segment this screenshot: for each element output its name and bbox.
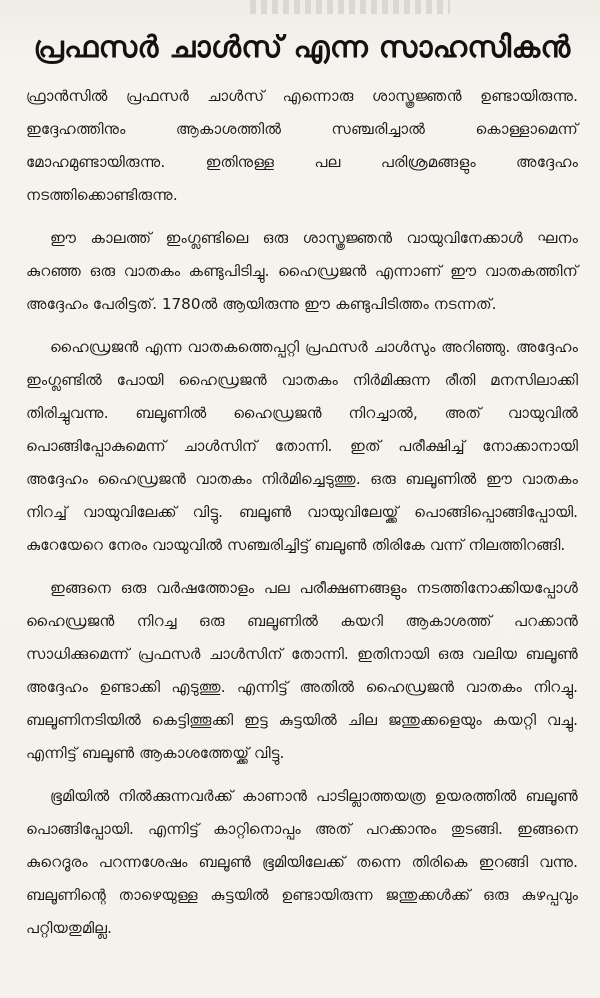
bleed-through-text	[250, 0, 450, 14]
page-title: പ്രഫസർ ചാൾസ് എന്ന സാഹസികൻ	[33, 30, 571, 65]
paragraph-1: ഫ്രാൻസിൽ പ്രഫസർ ചാൾസ് എന്നൊരു ശാസ്ത്രജ്ഞൻ ഉണ്ടായിരുന്നു. ഇദ്ദേഹത്തിനും ആകാശത്തിൽ സഞ്ചരിച്ചാൽ കൊള്ളാമെന്ന് മോഹമുണ്ടായിരുന്നു. ഇതിനുള്ള പല പരിശ്രമങ്ങളും അദ്ദേഹം നടത്തിക്കൊണ്ടിരുന്നു.	[26, 87, 578, 204]
paragraph-5: ഭൂമിയിൽ നിൽക്കുന്നവർക്ക് കാണാൻ പാടില്ലാത്തയത്ര ഉയരത്തിൽ ബലൂൺ പൊങ്ങിപ്പോയി. എന്നിട്ട് കാറ്റിനൊപ്പം അത് പറക്കാനും തുടങ്ങി. ഇങ്ങനെ കുറെദൂരം പറന്നശേഷം ബലൂൺ ഭൂമിയിലേക്ക് തന്നെ തിരികെ ഇറങ്ങി വന്നു. ബലൂണിന്റെ താഴെയുള്ള കുട്ടയിൽ ഉണ്ടായിരുന്ന ജന്തുക്കൾക്ക് ഒരു കുഴപ്പവും പറ്റിയതുമില്ല.	[26, 787, 578, 937]
paragraph-3: ഹൈഡ്രജൻ എന്ന വാതകത്തെപ്പറ്റി പ്രഫസർ ചാൾസും അറിഞ്ഞു. അദ്ദേഹം ഇംഗ്ലണ്ടിൽ പോയി ഹൈഡ്രജൻ വാതകം നിർമിക്കുന്ന രീതി മനസിലാക്കി തിരിച്ചുവന്നു. ബലൂണിൽ ഹൈഡ്രജൻ നിറച്ചാൽ, അത് വായുവിൽ പൊങ്ങിപ്പോകുമെന്ന് ചാൾസിന് തോന്നി. ഇത് പരീക്ഷിച്ച് നോക്കാനായി അദ്ദേഹം ഹൈഡ്രജൻ വാതകം നിർമിച്ചെടുത്തു. ഒരു ബലൂണിൽ ഈ വാതകം നിറച്ച് വായുവിലേക്ക് വിട്ടു. ബലൂൺ വായുവിലേയ്ക്ക് പൊങ്ങിപ്പൊങ്ങിപ്പോയി. കുറേയേറെ നേരം വായുവിൽ സഞ്ചരിച്ചിട്ട് ബലൂൺ തിരികേ വന്ന് നിലത്തിറങ്ങി.	[26, 338, 578, 554]
paragraph-2: ഈ കാലത്ത് ഇംഗ്ലണ്ടിലെ ഒരു ശാസ്ത്രജ്ഞൻ വായുവിനേക്കാൾ ഘനം കുറഞ്ഞ ഒരു വാതകം കണ്ടുപിടിച്ചു. ഹൈഡ്രജൻ എന്നാണ് ഈ വാതകത്തിന് അദ്ദേഹം പേരിട്ടത്. 1780ൽ ആയിരുന്നു ഈ കണ്ടുപിടിത്തം നടന്നത്.	[26, 229, 578, 313]
paragraph-4: ഇങ്ങനെ ഒരു വർഷത്തോളം പല പരീക്ഷണങ്ങളും നടത്തിനോക്കിയപ്പോൾ ഹൈഡ്രജൻ നിറച്ച ഒരു ബലൂണിൽ കയറി ആകാശത്ത് പറക്കാൻ സാധിക്കുമെന്ന് പ്രഫസർ ചാൾസിന് തോന്നി. ഇതിനായി ഒരു വലിയ ബലൂൺ അദ്ദേഹം ഉണ്ടാക്കി എടുത്തു. എന്നിട്ട് അതിൽ ഹൈഡ്രജൻ വാതകം നിറച്ചു. ബലൂണിനടിയിൽ കെട്ടിത്തൂക്കി ഇട്ട കുട്ടയിൽ ചില ജന്തുക്കളെയും കയറ്റി വച്ചു. എന്നിട്ട് ബലൂൺ ആകാശത്തേയ്ക്ക് വിട്ടു.	[26, 579, 578, 762]
